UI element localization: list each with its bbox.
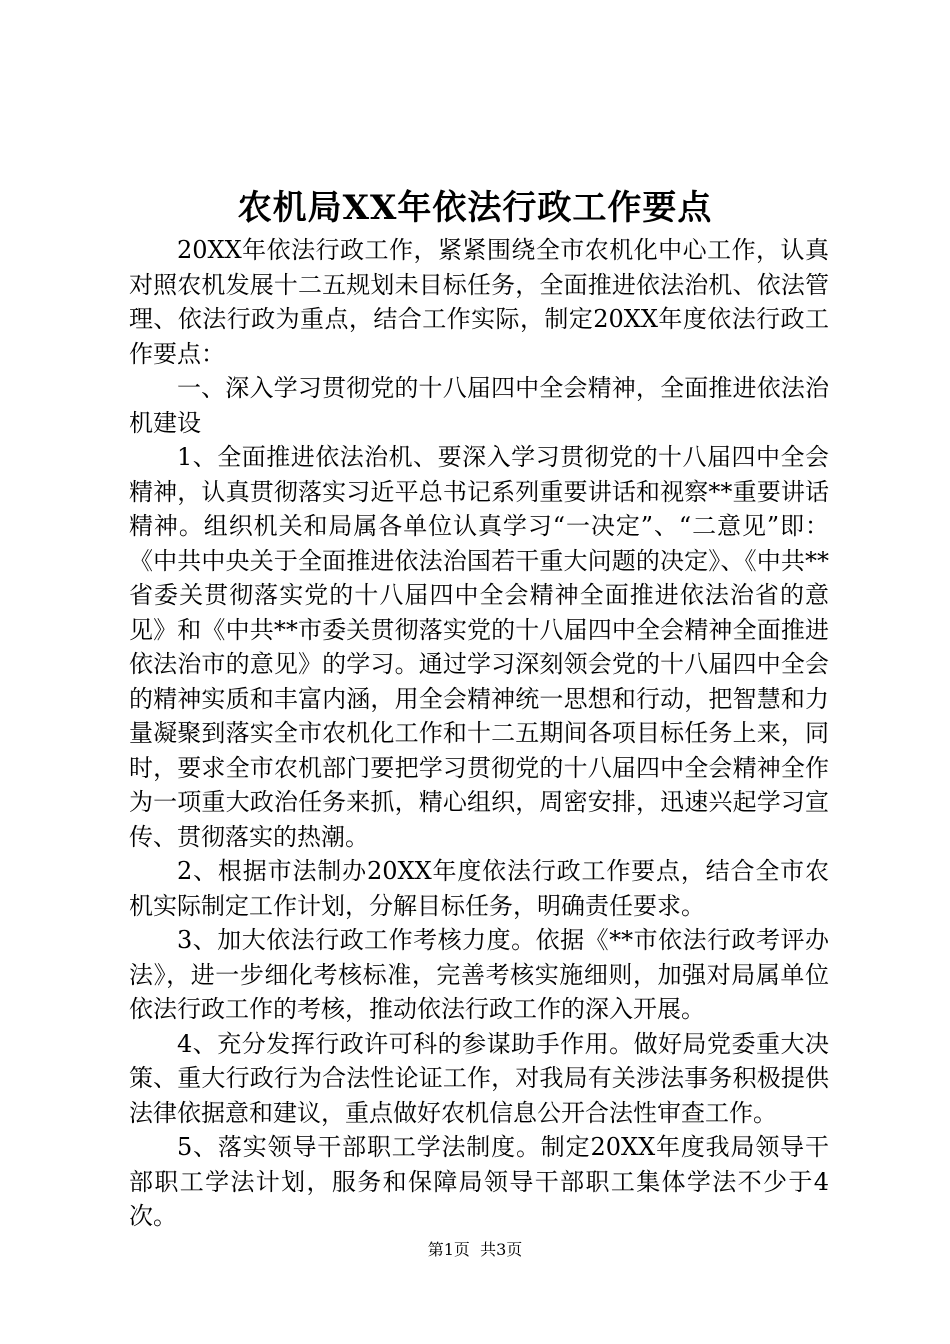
document-body [129,233,829,1234]
item-paragraph-3: 3、加大依法行政工作考核力度。依据《**市依法行政考评办法》，进一步细化考核标准，完善考核实施细则，加强对局属单位依法行政工作的考核，推动依法行政工作的深入开展。 [129,926,829,1023]
item-paragraph-4: 4、充分发挥行政许可科的参谋助手作用。做好局党委重大决策、重大行政行为合法性论证工作，对我局有关涉法事务积极提供法律依据意和建议，重点做好农机信息公开合法性审查工作。 [129,1029,829,1127]
item-paragraph-1: 1、全面推进依法治机、要深入学习贯彻党的十八届四中全会精神，认真贯彻落实习近平总书记系列重要讲话和视察**重要讲话精神。组织机关和局属各单位认真学习“一决定”、“二意见”即：《中共中央关于全面推进依法治国若干重大问题的决定》、《中共**省委关贯彻落实党的十八届四中全会精神全面推进依法治省的意见》和《中共**市委关贯彻落实党的十八届四中全会精神全面推进依法治市的意见》的学习。通过学习深刻领会党的十八届四中全会的精神实质和丰富内涵，用全会精神统一思想和行动，把智慧和力量凝聚到落实全市农机化工作和十二五期间各项目标任务上来，同时，要求全市农机部门要把学习贯彻党的十八届四中全会精神全作为一项重大政治任务来抓，精心组织，周密安排，迅速兴起学习宣传、贯彻落实的热潮。 [129,443,829,851]
page-footer: 第1页 共3页 [427,1240,523,1259]
document-title: 农机局XX年依法行政工作要点 [237,188,713,228]
item-paragraph-2: 2、根据市法制办20XX年度依法行政工作要点，结合全市农机实际制定工作计划，分解目标任务，明确责任要求。 [129,857,829,920]
intro-paragraph: 20XX年依法行政工作，紧紧围绕全市农机化中心工作，认真对照农机发展十二五规划未目标任务，全面推进依法治机、依法管理、依法行政为重点，结合工作实际，制定20XX年度依法行政工作要点： [129,236,829,368]
item-paragraph-5: 5、落实领导干部职工学法制度。制定20XX年度我局领导干部职工学法计划，服务和保障局领导干部职工集体学法不少于4次。 [129,1133,829,1230]
section-heading-1: 一、深入学习贯彻党的十八届四中全会精神，全面推进依法治机建设 [129,374,829,437]
